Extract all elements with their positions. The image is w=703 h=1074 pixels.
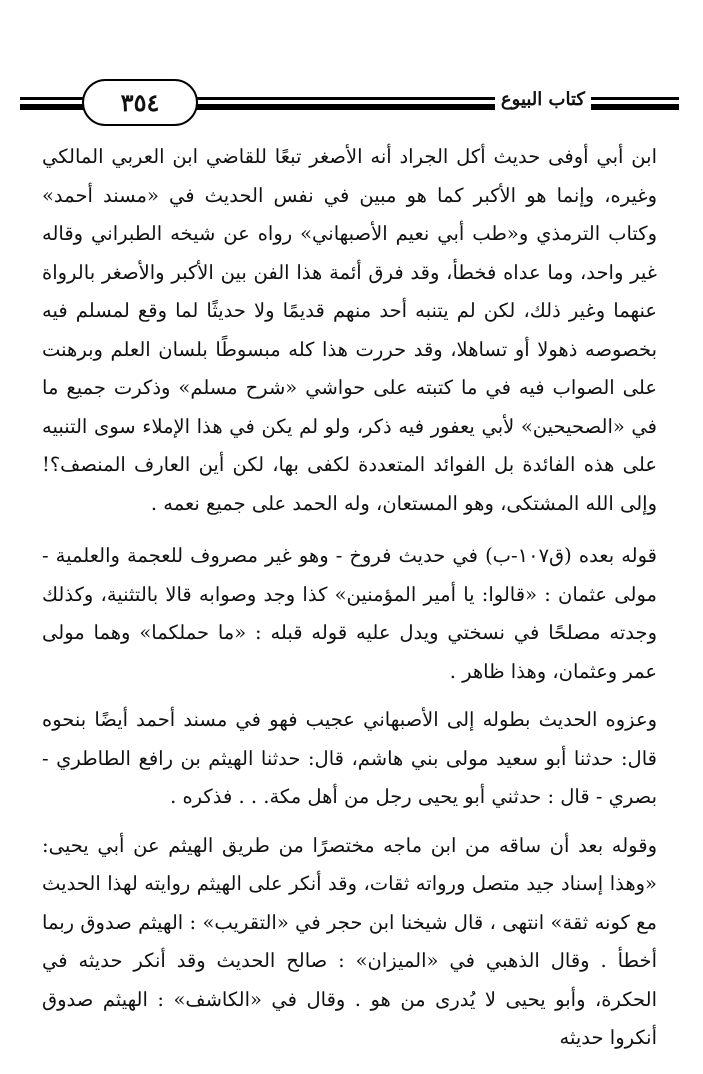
body-text [42,138,657,1058]
paragraph-3: وعزوه الحديث بطوله إلى الأصبهاني عجيب فهو في مسند أحمد أيضًا بنحوه قال: حدثنا أبو سعيد مولى بني هاشم، قال: حدثنا الهيثم بن رافع الطاطري - بصري - قال : حدثني أبو يحيى رجل من أهل مكة. . . فذكره . [42,708,657,808]
header-rule-right-bottom [194,104,679,110]
running-title: كتاب البيوع [495,89,591,110]
header-rule-left-top [20,97,84,100]
page-number: ٣٥٤ [82,79,198,126]
paragraph-2: قوله بعده (ق١٠٧-ب) في حديث فروخ - وهو غير مصروف للعجمة والعلمية - مولى عثمان : «قالوا: يا أمير المؤمنين» كذا وجد وصوابه قالا بالتثنية، وكذلك وجدته مصلحًا في نسختي ويدل عليه قوله قبله : «ما حملكما» وهما مولى عمر وعثمان، وهذا ظاهر . [42,544,657,683]
header-rule-right-top [194,97,679,100]
paragraph-4: وقوله بعد أن ساقه من ابن ماجه مختصرًا من طريق الهيثم عن أبي يحيى: «وهذا إسناد جيد متصل ورواته ثقات، وقد أنكر على الهيثم روايته لهذا الحديث مع كونه ثقة» انتهى ، قال شيخنا ابن حجر في «التقريب» : الهيثم صدوق ربما أخطأ . وقال الذهبي في «الميزان» : صالح الحديث وقد أنكر حديثه في الحكرة، وأبو يحيى لا يُدرى من هو . وقال في «الكاشف» : الهيثم صدوق أنكروا حديثه [42,833,657,1049]
header-rule-left-bottom [20,104,84,110]
page-header [0,0,703,130]
paragraph-1: ابن أبي أوفى حديث أكل الجراد أنه الأصغر تبعًا للقاضي ابن العربي المالكي وغيره، وإنما هو الأكبر كما هو مبين في نفس الحديث في «مسند أحمد» وكتاب الترمذي و«طب أبي نعيم الأصبهاني» رواه عن شيخه الطبراني وقاله غير واحد، وما عداه فخطأ، وقد فرق أئمة هذا الفن بين الأكبر والأصغر بالرواة عنهما وغير ذلك، لكن لم يتنبه أحد منهم قديمًا ولا حديثًا لما وقع لمسلم فيه بخصوصه ذهولا أو تساهلا، وقد حررت هذا كله مبسوطًا بلسان العلم وبرهنت على الصواب فيه في ما كتبته على حواشي «شرح مسلم» وذكرت جميع ما في «الصحيحين» لأبي يعفور فيه ذكر، ولو لم يكن في هذا الإملاء سوى التنبيه على هذه الفائدة بل الفوائد المتعددة لكفى بها، لكن أين العارف المنصف؟! وإلى الله المشتكى، وهو المستعان، وله الحمد على جميع نعمه . [42,145,657,515]
